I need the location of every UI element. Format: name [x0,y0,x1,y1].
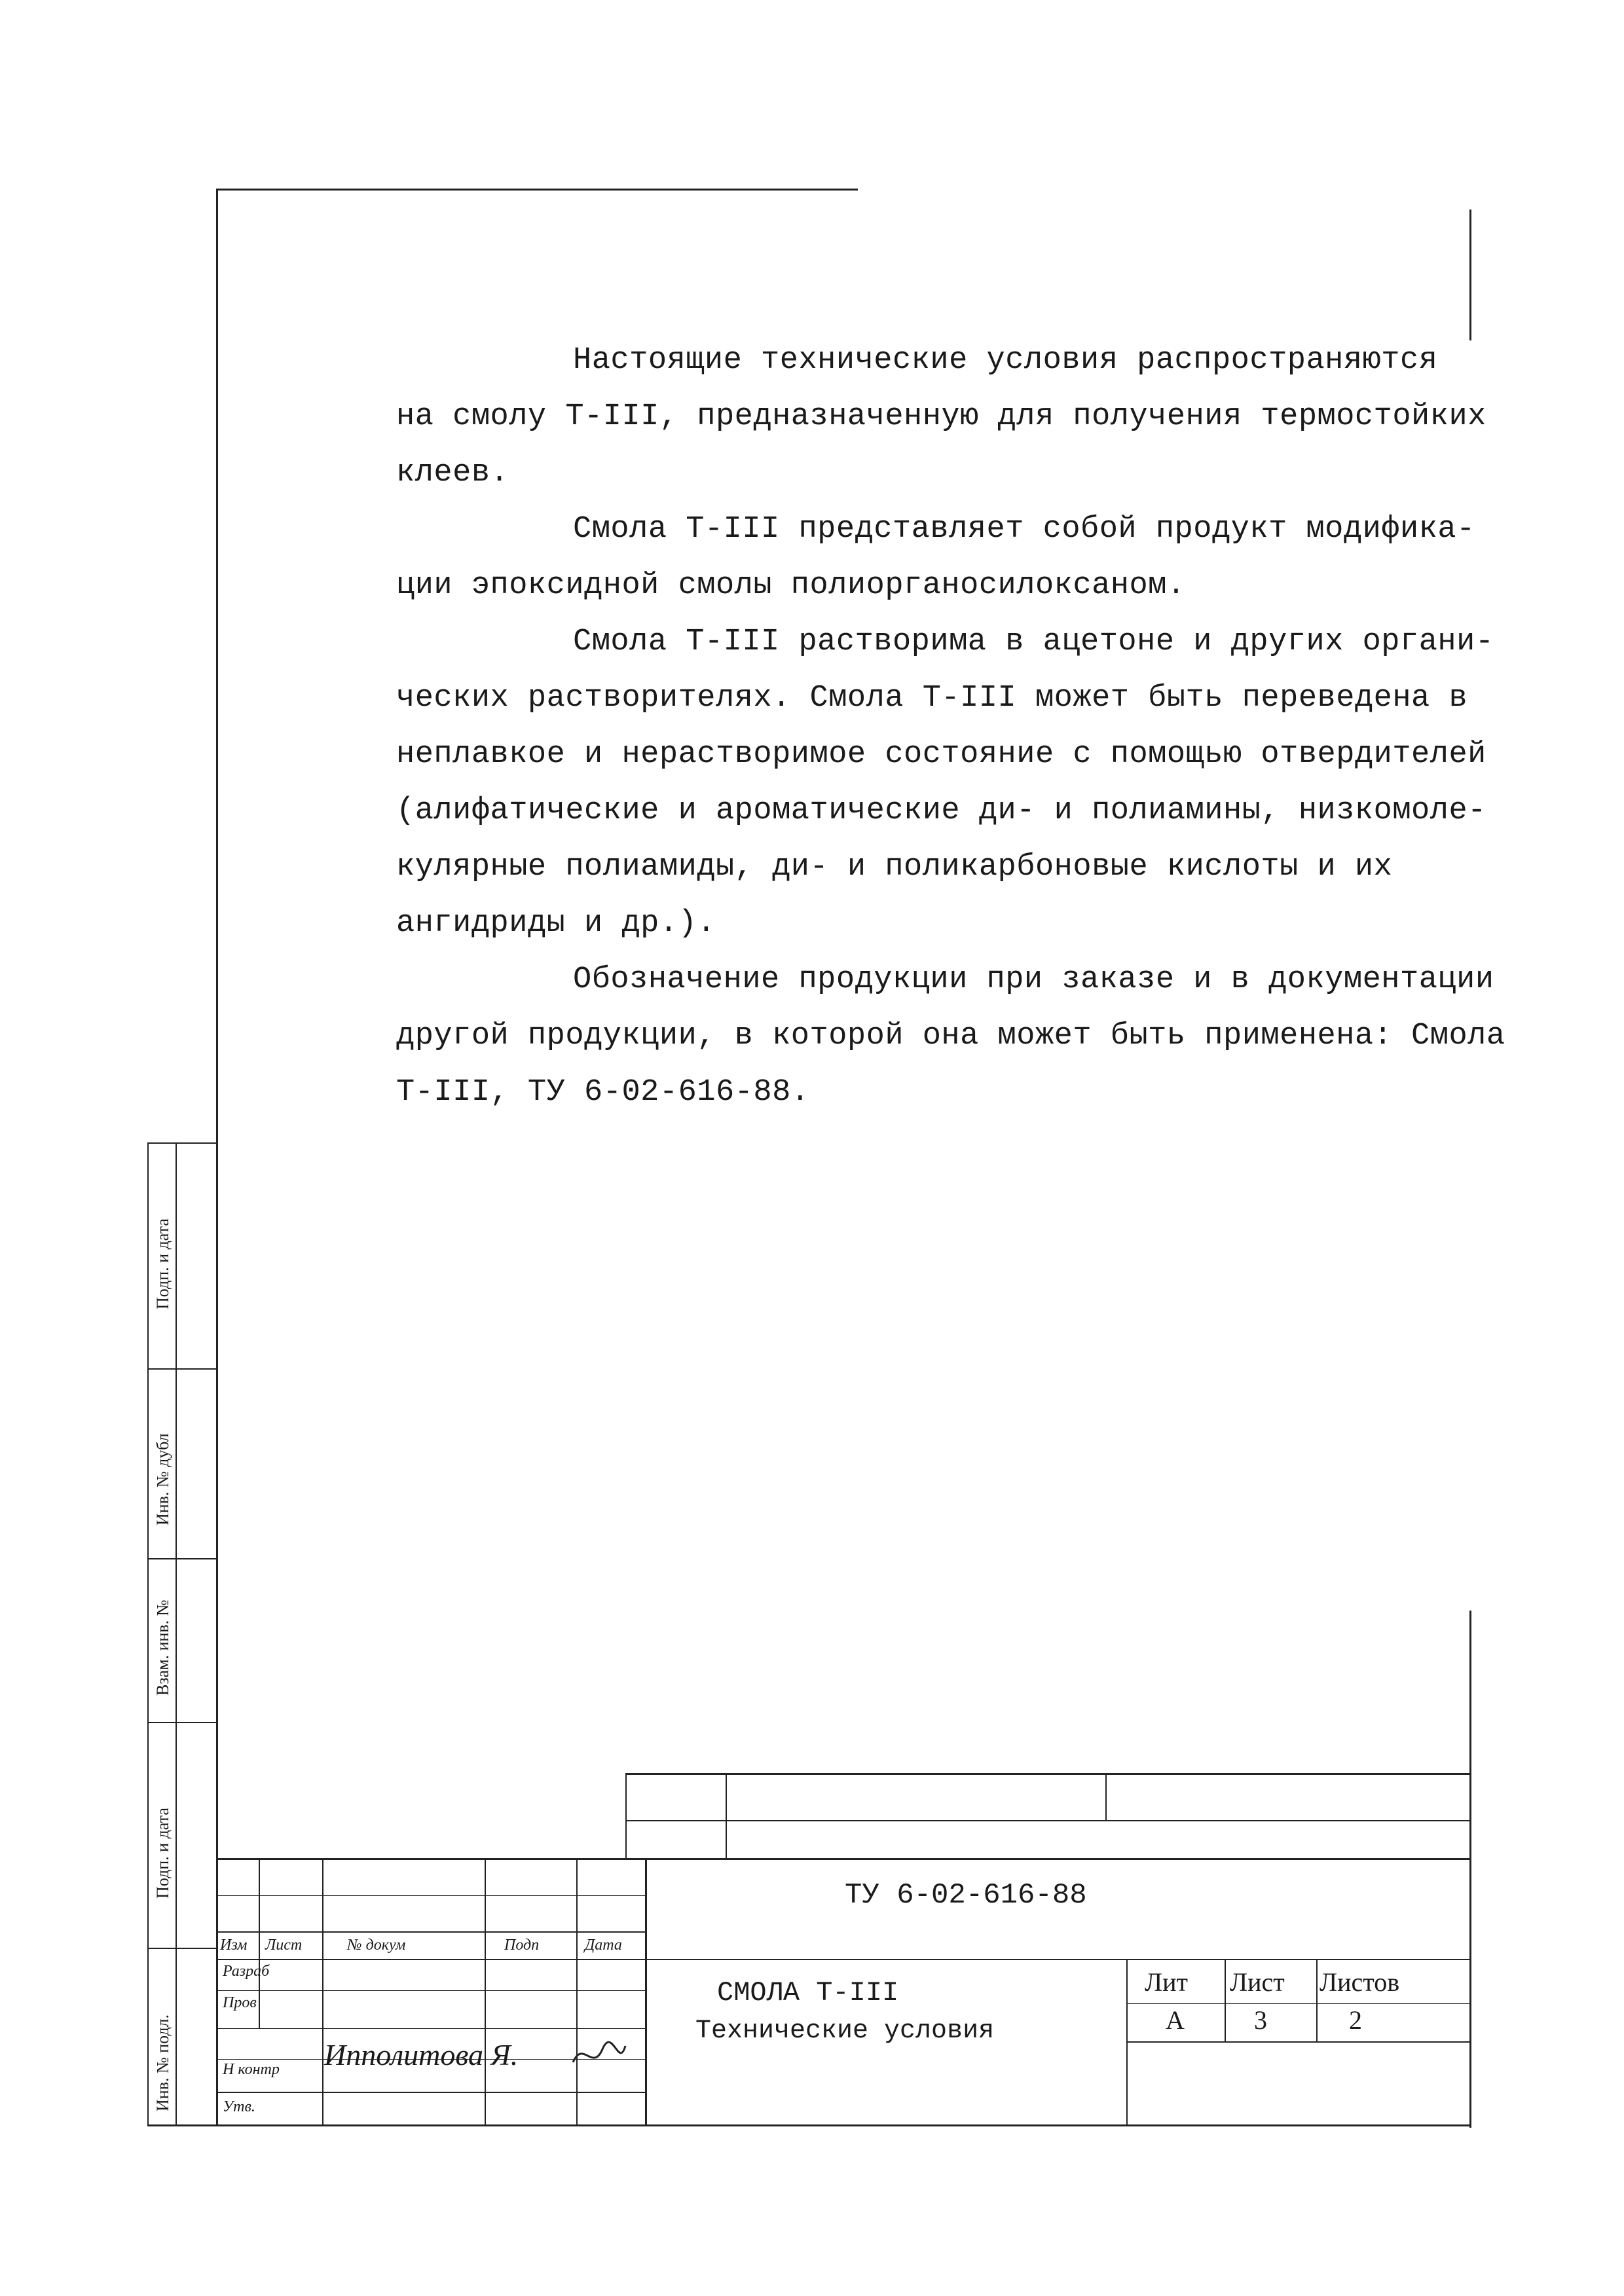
header-list: Лист [265,1937,303,1954]
margin-line-h [147,1558,216,1559]
stamp-line [726,1773,727,1858]
label-inv-podl: Инв. № подл. [153,2014,172,2111]
margin-line-h [147,1142,216,1144]
list-value: 3 [1254,2005,1267,2035]
stamp-line [625,1820,1470,1821]
doc-title: СМОЛА Т-III [717,1977,899,2009]
paragraph-4 [396,952,1505,1121]
role-prov: Пров [223,1994,257,2011]
doc-subtitle: Технические условия [695,2016,995,2046]
text-line: на смолу Т-III, предназначенную для получения термостойких [396,399,1486,434]
stamp-line [625,1773,1470,1775]
frame-left-line [216,189,218,2126]
text-line: (алифатические и ароматические ди- и полиамины, низкомоле- [396,793,1486,828]
role-utv: Утв. [223,2098,255,2115]
stamp-line [645,1858,647,2126]
lit-label: Лит [1145,1967,1189,1997]
stamp-line [216,1858,1471,1860]
text-line: Т-III, ТУ 6-02-616-88. [396,1075,810,1110]
text-line: Смола Т-III представляет собой продукт модифика- [573,512,1475,547]
text-line: неплавкое и нерастворимое состояние с помощью отвердителей [396,737,1486,772]
margin-line-h [147,1948,216,1949]
role-razrab: Разраб [223,1963,270,1980]
listov-label: Листов [1320,1967,1400,1997]
margin-line-outer [147,1142,149,2124]
stamp-line [576,1858,578,2126]
stamp-line [216,1931,645,1933]
text-line: ангидриды и др.). [396,906,716,941]
label-inv-dubl: Инв. № дубл [153,1433,172,1525]
paragraph-3 [396,614,1494,952]
stamp-line [216,1959,645,1960]
frame-right-line-upper [1469,210,1471,340]
stamp-line [1225,1959,1226,2041]
text-line: Обозначение продукции при заказе и в документации [573,962,1494,997]
stamp-line [259,1858,260,2028]
stamp-line [625,1773,627,1858]
label-vzam-inv: Взам. инв. № [153,1599,172,1696]
stamp-line [645,1959,1471,1960]
margin-line-h [147,1722,216,1723]
label-podp-data-bottom: Подп. и дата [153,1808,172,1899]
doc-code: ТУ 6-02-616-88 [845,1879,1087,1912]
header-data: Дата [585,1937,622,1954]
margin-line-inner [175,1142,177,2124]
stamp-line [1105,1773,1107,1820]
margin-line-h [147,1368,216,1370]
header-podp: Подп [504,1937,540,1954]
header-izm: Изм [220,1937,248,1954]
stamp-line [1126,2041,1471,2043]
stamp-line [216,1990,645,1991]
text-line: кулярные полиамиды, ди- и поликарбоновые кислоты и их [396,850,1393,884]
paragraph-2 [396,501,1475,614]
stamp-line [1316,1959,1318,2041]
listov-value: 2 [1349,2005,1362,2035]
text-line: другой продукции, в которой она может быть применена: Смола [396,1019,1505,1053]
text-line: ческих растворителях. Смола Т-III может быть переведена в [396,681,1468,716]
text-line: клеев. [396,456,509,490]
signature-name: Ипполитова Я. [324,2038,519,2071]
stamp-line [1126,1959,1128,2126]
text-line: ции эпоксидной смолы полиорганосилоксаном. [396,568,1186,603]
frame-bottom-line [147,2124,1471,2126]
header-n-dokum: № докум [347,1937,406,1954]
stamp-line [216,2028,645,2029]
frame-right-line-lower [1469,1611,1471,2128]
stamp-line [216,2092,645,2093]
label-podp-data-top: Подп. и дата [153,1218,172,1309]
role-n-kontr: Н контр [223,2061,280,2078]
stamp-line [216,1895,645,1896]
list-label: Лист [1230,1967,1285,1997]
lit-value: А [1166,2005,1185,2035]
stamp-line [1126,2003,1471,2004]
text-line: Настоящие технические условия распространяются [573,343,1438,378]
frame-top-line [216,189,858,191]
stamp-line [322,1858,323,2126]
stamp-line [485,1858,486,2126]
signature-scribble [570,2036,629,2075]
text-line: Смола Т-III растворима в ацетоне и других органи- [573,625,1494,659]
paragraph-1 [396,333,1486,501]
